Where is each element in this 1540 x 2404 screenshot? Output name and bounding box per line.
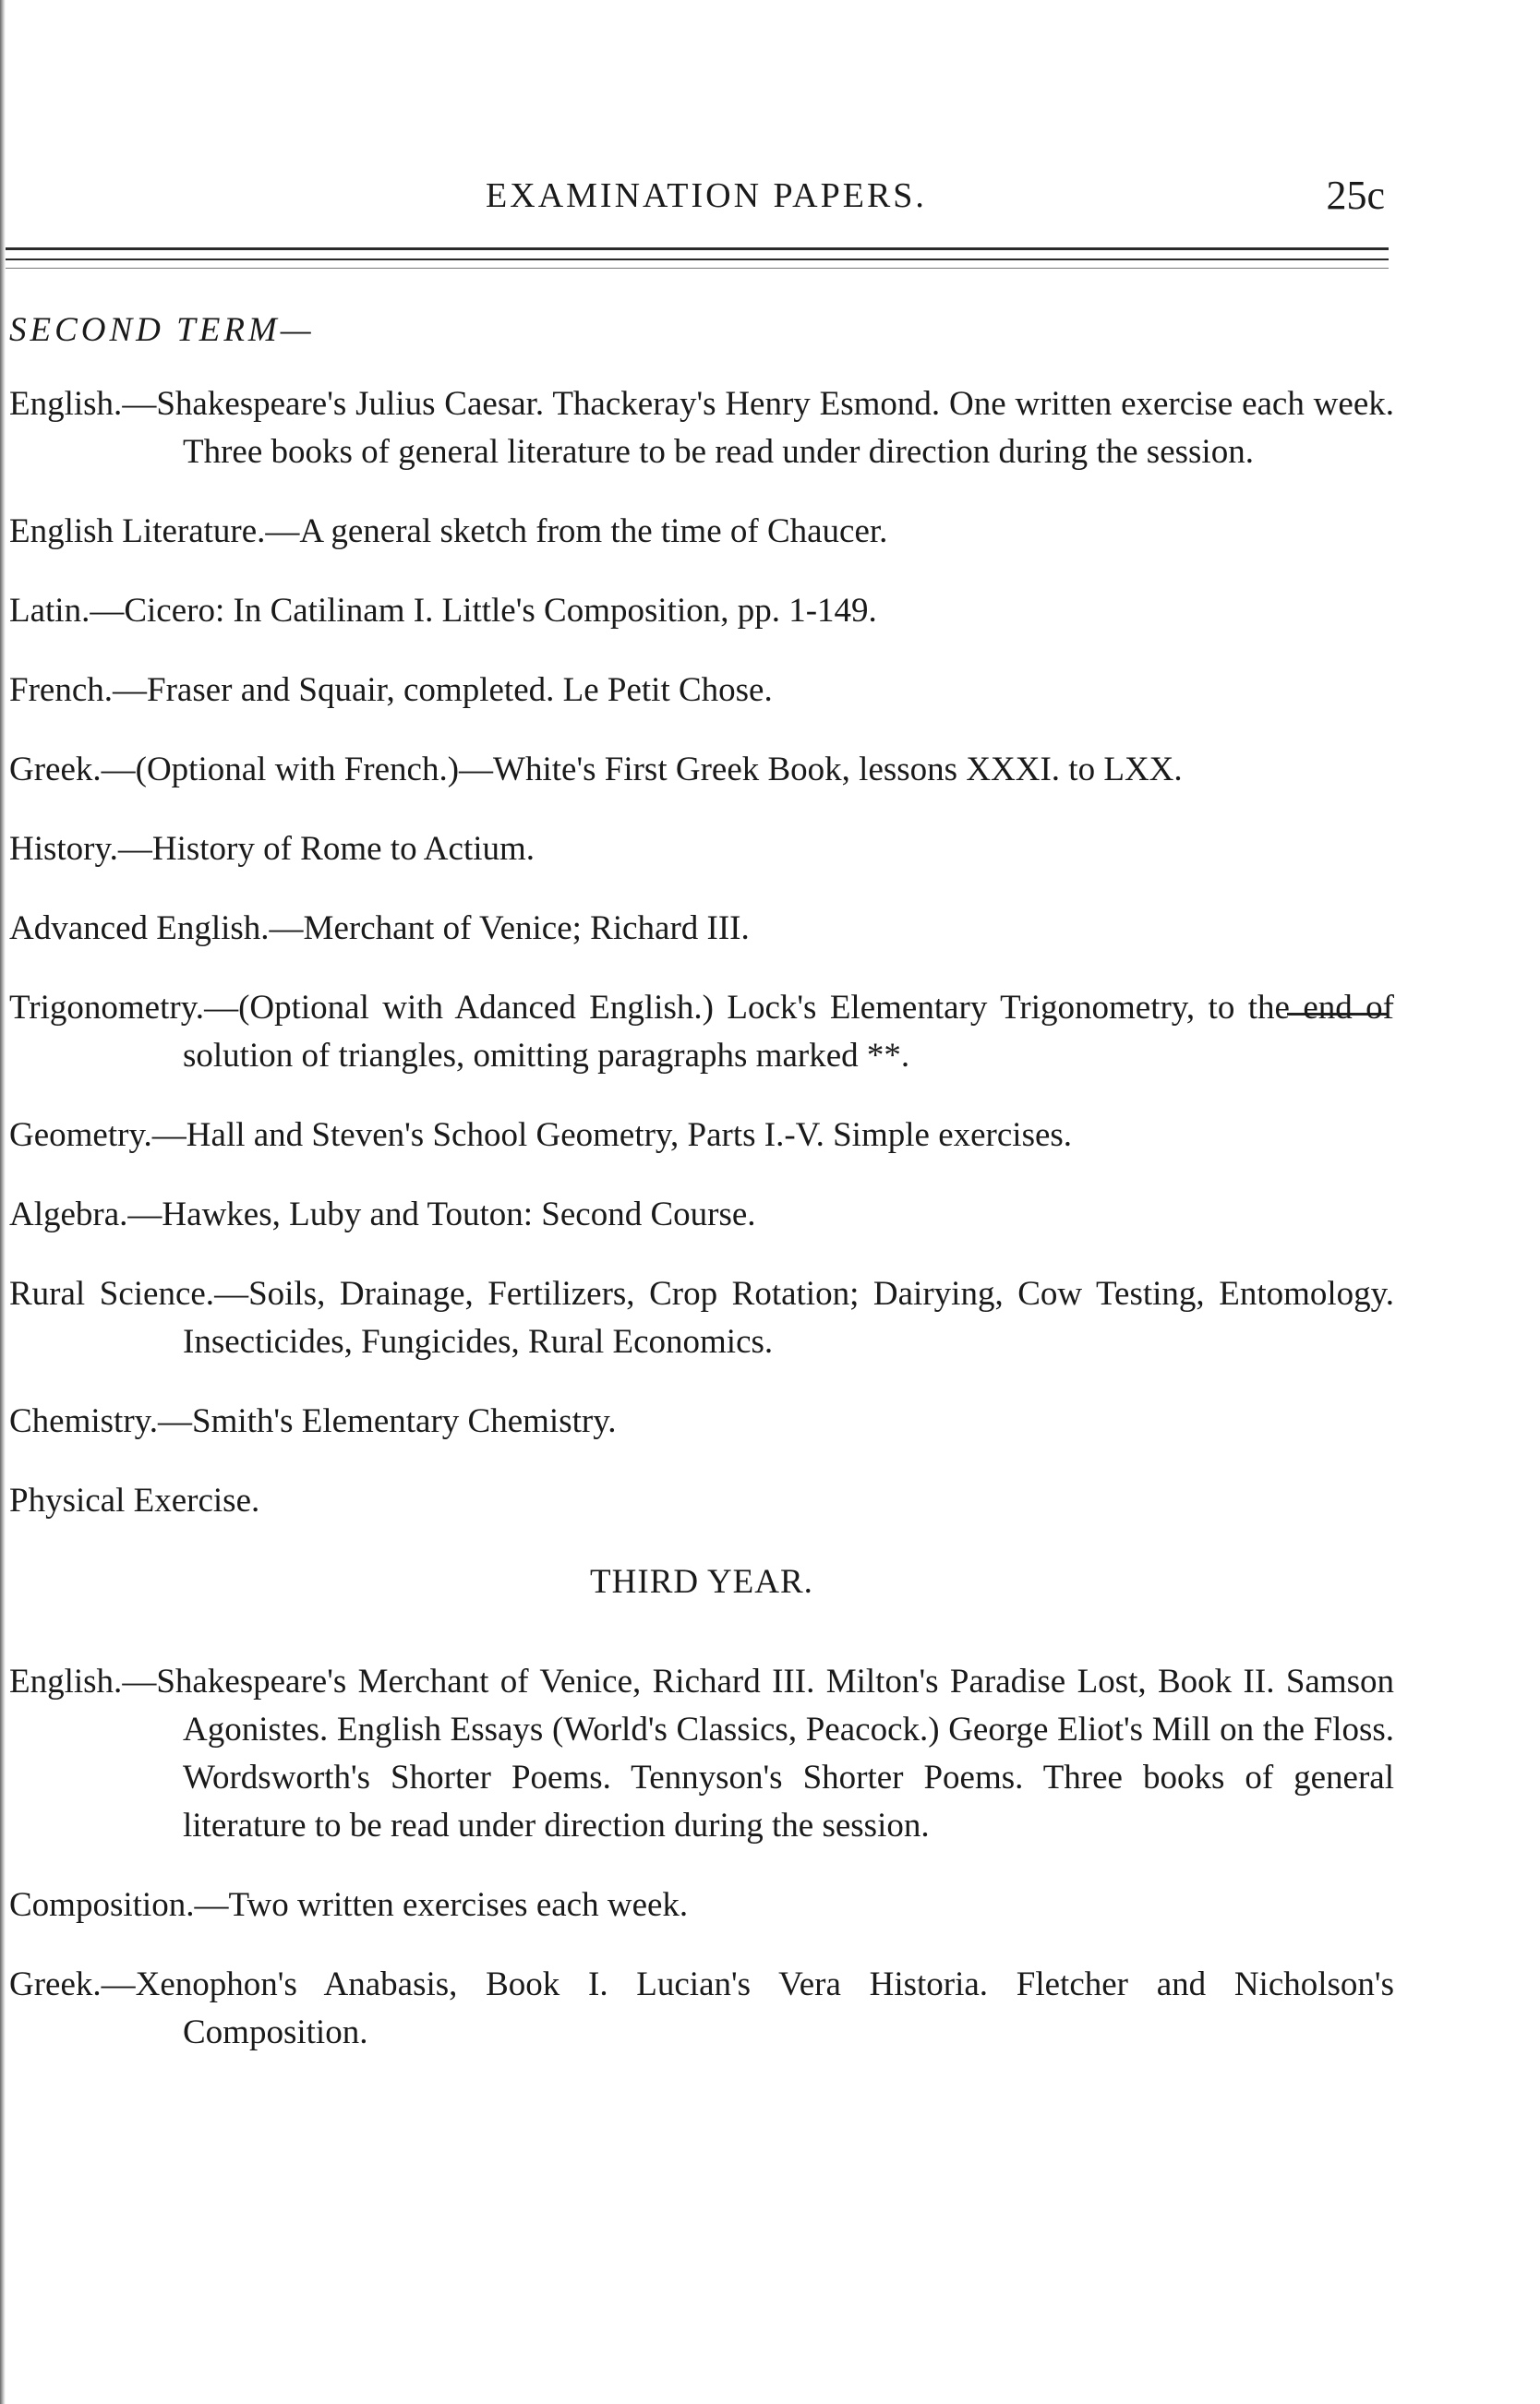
second-term-heading: SECOND TERM— [9,311,315,349]
entry-subject: Chemistry. [9,1402,159,1440]
entry-composition [9,1881,1394,1929]
entry-text: —Shakespeare's Merchant of Venice, Richard III. Milton's Paradise Lost, Book II. Samson Agonistes. English Essays (World's Classics, Peacock.) George Eliot's Mill on the Floss. Wordsworth's Shorter Poems. Tennyson's Shorter Poems. Three books of general literature to be read under direction during the session. [122,1663,1394,1845]
entry-subject: English Literature. [9,512,266,550]
entry-text: —Xenophon's Anabasis, Book I. Lucian's Vera Historia. Fletcher and Nicholson's Composition. [101,1965,1394,2051]
entry-text: —(Optional with Adanced English.) Lock's Elementary Trigonometry, to the end of solution of triangles, omitting paragraphs marked **. [183,989,1394,1075]
page-header [0,175,1403,231]
entry-subject: English. [9,385,123,423]
entry-text: —A general sketch from the time of Chaucer. [265,512,888,550]
entry-french [9,667,1394,715]
entry-subject: French. [9,671,113,709]
entry-english-literature [9,508,1394,556]
entry-text: —History of Rome to Actium. [117,830,535,868]
entry-subject: History. [9,830,118,868]
entry-subject: Physical Exercise. [9,1482,260,1520]
entry-english-third-year [9,1658,1394,1850]
page-left-edge [0,0,6,2404]
entry-text: —Smith's Elementary Chemistry. [158,1402,617,1440]
entry-text: —(Optional with French.)—White's First Greek Book, lessons XXXI. to LXX. [101,751,1183,788]
entry-subject: Greek. [9,751,102,788]
entry-text: —Shakespeare's Julius Caesar. Thackeray's Henry Esmond. One written exercise each week. Three books of general literature to be read under direction during the session. [122,385,1394,471]
entry-latin [9,587,1394,635]
entry-geometry [9,1112,1394,1160]
entry-history [9,825,1394,873]
entry-subject: Greek. [9,1965,102,2003]
header-rule-hairline [6,268,1389,269]
entry-subject: Algebra. [9,1196,128,1233]
entry-greek [9,746,1394,794]
entry-text: —Fraser and Squair, completed. Le Petit Chose. [113,671,773,709]
entry-english [9,380,1394,476]
third-year-heading: THIRD YEAR. [590,1563,813,1601]
header-rule-thick [6,247,1389,250]
entry-subject: Advanced English. [9,909,270,947]
entry-subject: Rural Science. [9,1275,215,1313]
entry-greek-third-year [9,1961,1394,2057]
entry-trigonometry [9,984,1394,1080]
entry-subject: Trigonometry. [9,989,205,1027]
entry-advanced-english [9,905,1394,953]
entry-algebra [9,1191,1394,1239]
entry-text: —Soils, Drainage, Fertilizers, Crop Rotation; Dairying, Cow Testing, Entomology. Insecticides, Fungicides, Rural Economics. [183,1275,1395,1361]
entry-text: —Hawkes, Luby and Touton: Second Course. [127,1196,756,1233]
running-title: EXAMINATION PAPERS. [486,176,927,215]
page-body [9,295,1394,2088]
page-number: 25c [1326,173,1385,218]
entry-text: —Merchant of Venice; Richard III. [269,909,750,947]
entry-text: —Hall and Steven's School Geometry, Parts I.-V. Simple exercises. [151,1116,1073,1154]
header-rule-thin [6,258,1389,260]
entry-subject: Composition. [9,1886,195,1924]
entry-physical-exercise [9,1477,1394,1525]
entry-subject: Latin. [9,592,90,630]
entry-subject: English. [9,1663,123,1701]
entry-rural-science [9,1270,1394,1366]
entry-chemistry [9,1398,1394,1446]
entry-text: —Cicero: In Catilinam I. Little's Composition, pp. 1-149. [90,592,877,630]
entry-text: —Two written exercises each week. [194,1886,689,1924]
entry-subject: Geometry. [9,1116,152,1154]
